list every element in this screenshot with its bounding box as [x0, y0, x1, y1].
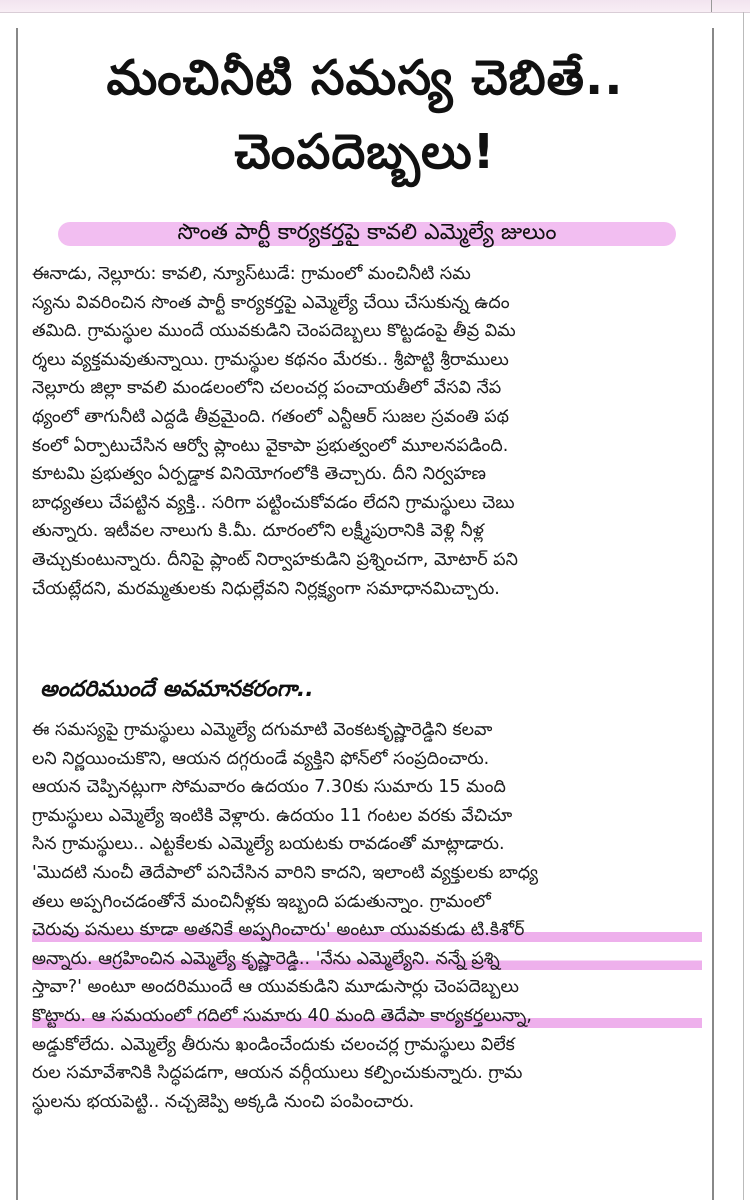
highlighted-line: అన్నారు. ఆగ్రహించిన ఎమ్మెల్యే కృష్ణారెడ్డి.. 'నేను ఎమ్మెల్యేని. నన్నే ప్రశ్ని	[32, 945, 702, 974]
paragraph-line: తున్నారు. ఇటీవల నాలుగు కి.మీ. దూరంలోని లక్ష్మీపురానికి వెళ్లి నీళ్ల	[32, 521, 484, 542]
paragraph-line: కంలో ఏర్పాటుచేసిన ఆర్వో ప్లాంటు వైకాపా ప్రభుత్వంలో మూలనపడింది.	[32, 435, 509, 456]
subheadline-text: సొంత పార్టీ కార్యకర్తపై కావలి ఎమ్మెల్యే జులుం	[177, 220, 557, 245]
paragraph-line: 'మొదటి నుంచీ తెదేపాలో పనిచేసిన వారిని కాదని, ఇలాంటి వ్యక్తులకు బాధ్య	[32, 862, 538, 883]
paragraph-line: ఈ సమస్యపై గ్రామస్థులు ఎమ్మెల్యే దగుమాటి వెంకటకృష్ణారెడ్డిని కలవా	[32, 720, 493, 740]
paragraph-line: లని నిర్ణయించుకొని, ఆయన దగ్గరుండే వ్యక్తిని ఫోన్‌లో సంప్రదించారు.	[32, 748, 490, 769]
paragraph-line: స్యను వివరించిన సొంత పార్టీ కార్యకర్తపై ఎమ్మెల్యే చేయి చేసుకున్న ఉదం	[32, 292, 510, 313]
paragraph-line: గ్రామస్థులు ఎమ్మెల్యే ఇంటికి వెళ్లారు. ఉదయం 11 గంటల వరకు వేచిచూ	[32, 805, 513, 826]
paragraph-2	[32, 716, 702, 1116]
top-strip	[0, 0, 750, 13]
paragraph-line: తలు అప్పగించడంతోనే మంచినీళ్లకు ఇబ్బంది పడుతున్నాం. గ్రామంలో	[32, 891, 491, 912]
paragraph-line: స్తావా?' అంటూ అందరిముందే ఆ యువకుడిని మూడుసార్లు చెంపదెబ్బలు	[32, 977, 519, 998]
headline-line-2: చెంపదెబ్బలు!	[234, 124, 496, 180]
highlighted-line: చెరువు పనులు కూడా అతనికే అప్పగించారు' అంటూ యువకుడు టి.కిశోర్	[32, 916, 702, 945]
paragraph-line: నెల్లూరు జిల్లా కావలి మండలంలోని చలంచర్ల పంచాయతీలో వేసవి నేప	[32, 378, 502, 399]
paragraph-line: బాధ్యతలు చేపట్టిన వ్యక్తి.. సరిగా పట్టించుకోవడం లేదని గ్రామస్థులు చెబు	[32, 492, 515, 513]
paragraph-line: అడ్డుకోలేదు. ఎమ్మెల్యే తీరును ఖండించేందుకు చలంచర్ల గ్రామస్థులు విలేక	[32, 1034, 515, 1055]
paragraph-line: థ్యంలో తాగునీటి ఎద్దడి తీవ్రమైంది. గతంలో ఎన్టీఆర్ సుజల స్రవంతి పథ	[32, 406, 509, 427]
headline-line-1: మంచినీటి సమస్య చెబితే..	[106, 50, 624, 106]
paragraph-line: చేయట్లేదని, మరమ్మతులకు నిధుల్లేవని నిర్లక్ష్యంగా సమాధానమిచ్చారు.	[32, 578, 500, 599]
section-heading: అందరిముందే అవమానకరంగా..	[40, 677, 314, 702]
highlighted-line: కొట్టారు. ఆ సమయంలో గదిలో సుమారు 40 మంది తెదేపా కార్యకర్తలున్నా,	[32, 1002, 702, 1031]
paragraph-line: ఆయన చెప్పినట్లుగా సోమవారం ఉదయం 7.30కు సుమారు 15 మంది	[32, 777, 506, 798]
corner-mark	[711, 0, 712, 12]
right-rule	[743, 12, 744, 1200]
paragraph-line: ఈనాడు, నెల్లూరు: కావలి, న్యూస్‌టుడే: గ్రామంలో మంచినీటి సమ	[32, 264, 471, 284]
paragraph-line: కూటమి ప్రభుత్వం ఏర్పడ్డాక వినియోగంలోకి తెచ్చారు. దీని నిర్వహణ	[32, 464, 486, 485]
paragraph-line: రుల సమావేశానికి సిద్ధపడగా, ఆయన వర్గీయులు కల్పించుకున్నారు. గ్రామ	[32, 1063, 523, 1084]
paragraph-line: సిన గ్రామస్థులు.. ఎట్టకేలకు ఎమ్మెల్యే బయటకు రావడంతో మాట్లాడారు.	[32, 834, 505, 855]
subheadline	[58, 216, 676, 250]
paragraph-line: స్థులను భయపెట్టి.. నచ్చజెప్పి అక్కడి నుంచి పంపించారు.	[32, 1091, 415, 1112]
paragraph-line: ర్శలు వ్యక్తమవుతున్నాయి. గ్రామస్థుల కథనం మేరకు.. శ్రీపొట్టి శ్రీరాములు	[32, 349, 509, 370]
paragraph-line: తెచ్చుకుంటున్నారు. దీనిపై ప్లాంట్ నిర్వాహకుడిని ప్రశ్నించగా, మోటార్ పని	[32, 549, 518, 570]
paragraph-1	[32, 260, 702, 603]
paragraph-line: తమిది. గ్రామస్థుల ముందే యువకుడిని చెంపదెబ్బలు కొట్టడంపై తీవ్ర విమ	[32, 321, 516, 342]
news-article	[16, 28, 714, 1200]
